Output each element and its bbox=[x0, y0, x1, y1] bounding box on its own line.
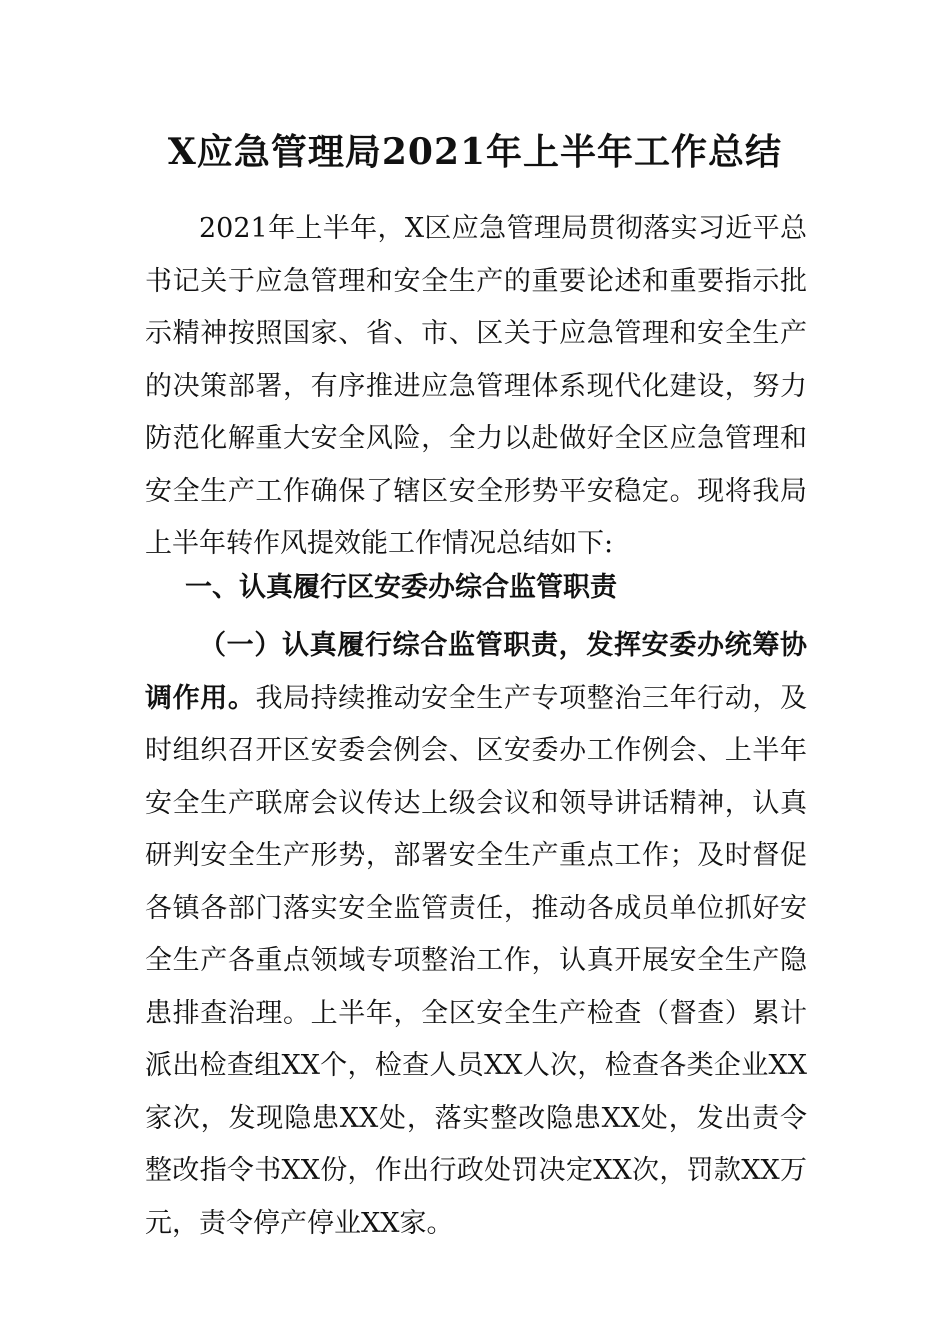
paragraph-lead: （一）认真履行综合监管职责，发挥安委办统筹协调作用。 bbox=[145, 630, 807, 714]
section-paragraph bbox=[145, 620, 807, 1250]
document-title: X应急管理局2021年上半年工作总结 bbox=[167, 131, 783, 173]
paragraph-body: 我局持续推动安全生产专项整治三年行动，及时组织召开区安委会例会、区安委办工作例会、上半年安全生产联席会议传达上级会议和领导讲话精神，认真研判安全生产形势，部署安全生产重点工作；及时督促各镇各部门落实安全监管责任，推动各成员单位抓好安全生产各重点领域专项整治工作，认真开展安全生产隐患排查治理。上半年，全区安全生产检查（督查）累计派出检查组XX个，检查人员XX人次，检查各类企业XX家次，发现隐患XX处，落实整改隐患XX处，发出责令整改指令书XX份，作出行政处罚决定XX次，罚款XX万元，责令停产停业XX家。 bbox=[145, 682, 808, 1239]
section-heading: 一、认真履行区安委办综合监管职责 bbox=[185, 572, 617, 603]
intro-paragraph: 2021年上半年，X区应急管理局贯彻落实习近平总书记关于应急管理和安全生产的重要论述和重要指示批示精神按照国家、省、市、区关于应急管理和安全生产的决策部署，有序推进应急管理体系现代化建设，努力防范化解重大安全风险，全力以赴做好全区应急管理和安全生产工作确保了辖区安全形势平安稳定。现将我局上半年转作风提效能工作情况总结如下: bbox=[145, 213, 807, 559]
